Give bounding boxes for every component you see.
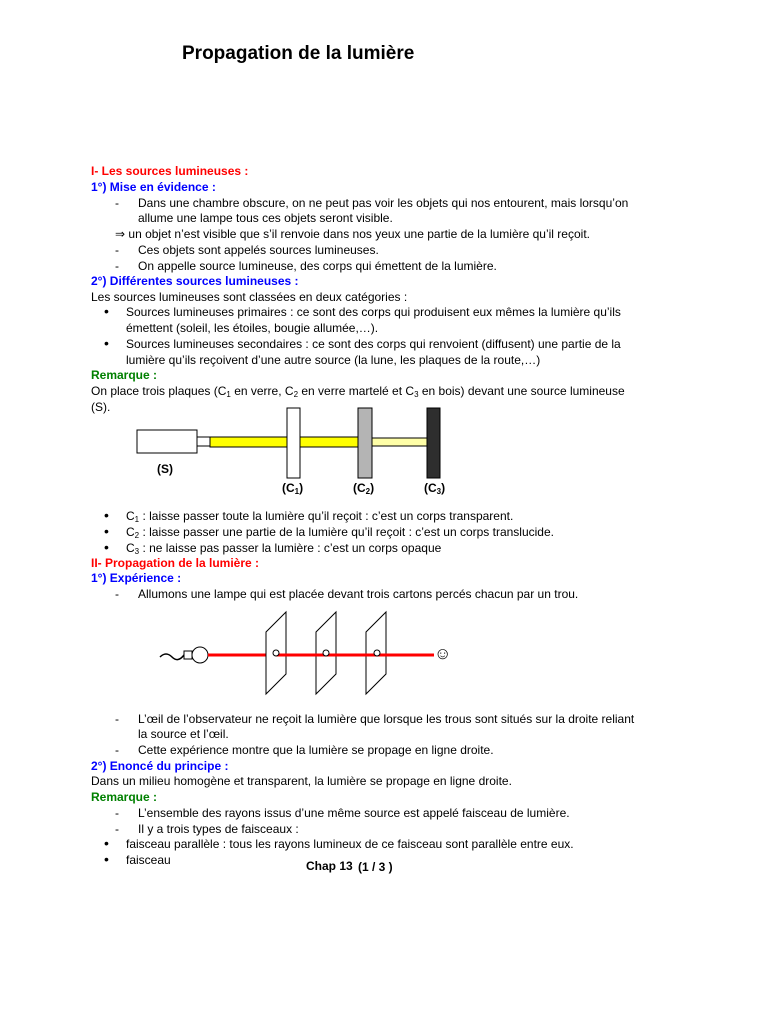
subsection-1-1-heading: 1°) Mise en évidence :: [91, 180, 216, 194]
paragraph-line: lumière qu’ils reçoivent d’une autre source (la lune, les plaques de la route,…): [126, 353, 541, 367]
paragraph-line: Les sources lumineuses sont classées en deux catégories :: [91, 290, 408, 304]
paragraph-line: Cette expérience montre que la lumière se propage en ligne droite.: [138, 743, 494, 757]
chapter-label: Chap 13: [306, 859, 353, 873]
page-number: (1 / 3 ): [358, 860, 393, 874]
dash-marker: -: [115, 196, 119, 210]
remark-heading: Remarque :: [91, 790, 158, 804]
dash-marker: -: [115, 743, 119, 757]
plate-c3-description: $C_3$ : ne laisse pas passer la lumière : c’est un corps opaque: [126, 541, 442, 556]
paragraph-line: (S).: [91, 400, 111, 414]
plate-c1-label: $(C_1)$: [282, 481, 304, 496]
paragraph-line: Sources lumineuses secondaires : ce sont des corps qui renvoient (diffusent) une partie de la: [126, 337, 621, 351]
paragraph-line: Sources lumineuses primaires : ce sont des corps qui produisent eux mêmes la lumière qu’ils: [126, 305, 621, 319]
paragraph-line: Dans une chambre obscure, on ne peut pas voir les objets qui nos entourent, mais lorsqu’on: [138, 196, 629, 210]
bullet-marker: •: [104, 835, 109, 851]
paragraph-line: Dans un milieu homogène et transparent, la lumière se propage en ligne droite.: [91, 774, 512, 788]
paragraph-line: faisceau parallèle : tous les rayons lumineux de ce faisceau sont parallèle entre eux.: [126, 837, 574, 851]
eye-icon: ☺: [434, 644, 452, 663]
dash-marker: -: [115, 243, 119, 257]
paragraph-line: faisceau: [126, 853, 171, 867]
remark-heading: Remarque :: [91, 368, 158, 382]
plate-c2-description: $C_2$ : laisse passer une partie de la lumière qu’il reçoit : c’est un corps translucide.: [126, 525, 554, 540]
dash-marker: -: [115, 806, 119, 820]
subsection-2-2-heading: 2°) Enoncé du principe :: [91, 759, 229, 773]
dash-marker: -: [115, 259, 119, 273]
paragraph-line: la source et l’œil.: [138, 727, 229, 741]
lamp-bulb: [192, 647, 208, 663]
paragraph-line: émettent (soleil, les étoiles, bougie allumée,…).: [126, 321, 379, 335]
paragraph-line: On appelle source lumineuse, des corps qui émettent de la lumière.: [138, 259, 497, 273]
paragraph-line: Ces objets sont appelés sources lumineuses.: [138, 243, 379, 257]
bullet-marker: •: [104, 335, 109, 351]
section-2-heading: II- Propagation de la lumière :: [91, 556, 260, 570]
card-hole: [374, 650, 380, 656]
paragraph-line: Il y a trois types de faisceaux :: [138, 822, 299, 836]
plate-c2-label: $(C_2)$: [353, 481, 375, 496]
bullet-marker: •: [104, 303, 109, 319]
dash-marker: -: [115, 587, 119, 601]
subsection-1-2-heading: 2°) Différentes sources lumineuses :: [91, 274, 299, 288]
card-hole: [273, 650, 279, 656]
bullet-marker: •: [104, 523, 109, 539]
plate-c3-label: $(C_3)$: [424, 481, 446, 496]
paragraph-line: allume une lampe tous ces objets seront visible.: [138, 211, 393, 225]
source-label: (S): [157, 462, 173, 476]
subsection-2-1-heading: 1°) Expérience :: [91, 571, 182, 585]
paragraph-line: L’ensemble des rayons issus d’une même source est appelé faisceau de lumière.: [138, 806, 570, 820]
bullet-marker: •: [104, 507, 109, 523]
implication-line: ⇒ un objet n’est visible que s’il renvoie dans nos yeux une partie de la lumière qu’il reçoit.: [115, 227, 590, 241]
dash-marker: -: [115, 712, 119, 726]
paragraph-line: On place trois plaques ($C_1$ en verre, $C_2$ en verre martelé et $C_3$ en bois) devant une source lumineuse: [91, 384, 625, 399]
bullet-marker: •: [104, 539, 109, 555]
section-1-heading: I- Les sources lumineuses :: [91, 164, 249, 178]
plate-c1-description: $C_1$ : laisse passer toute la lumière qu’il reçoit : c’est un corps transparent.: [126, 509, 514, 524]
paragraph-line: L’œil de l’observateur ne reçoit la lumière que lorsque les trous sont situés sur la droite reliant: [138, 712, 635, 726]
dash-marker: -: [115, 822, 119, 836]
lamp-socket: [184, 651, 192, 659]
page-title: Propagation de la lumière: [182, 43, 415, 64]
card-hole: [323, 650, 329, 656]
bullet-marker: •: [104, 851, 109, 867]
paragraph-line: Allumons une lampe qui est placée devant trois cartons percés chacun par un trou.: [138, 587, 579, 601]
